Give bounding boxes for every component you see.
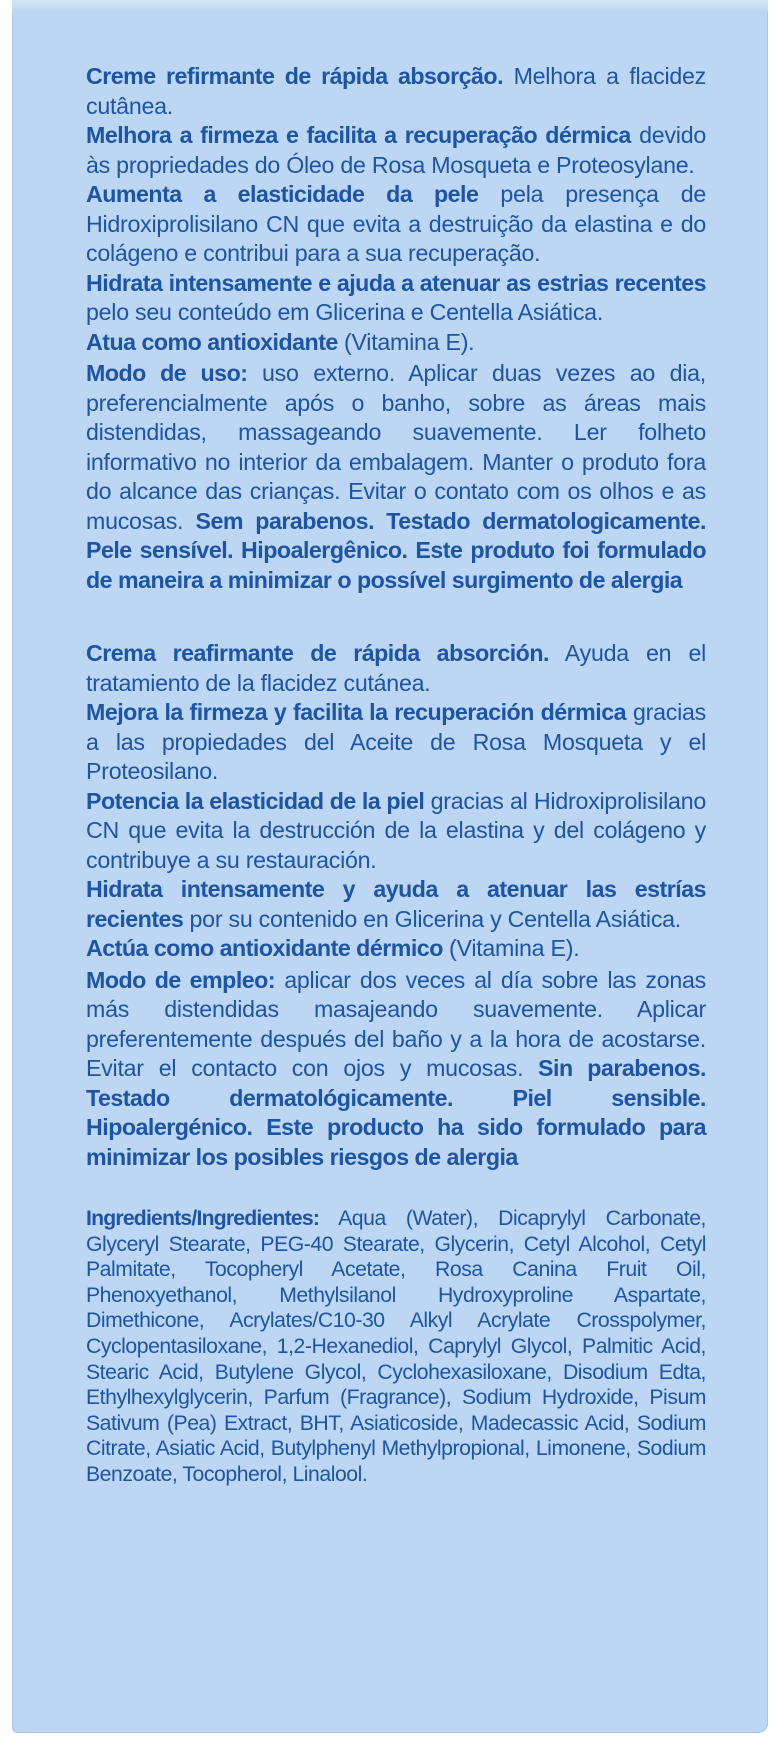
ingredients-label: Ingredients/Ingredientes:	[86, 1207, 320, 1230]
package-top-edge	[12, 0, 768, 12]
es-usage-paragraph	[86, 966, 706, 1173]
es-p3-text: gracias al Hidroxiprolisilano CN que evita la destrucción de la elastina y del colágeno y contribuye a su restauración.	[86, 787, 706, 873]
pt-paragraph-4	[86, 269, 706, 328]
pt-p3-bold: Aumenta a elasticidade da pele	[86, 181, 479, 207]
es-usage-bold: Modo de empleo:	[86, 966, 276, 993]
pt-usage-text: uso externo. Aplicar duas vezes ao dia, preferencialmente após o banho, sobre as áreas mais distendidas, massageando suavemente. Ler folheto informativo no interior da embalagem. Manter o produto fora do alcance das crianças. Evitar o contato com os olhos e as mucosas.	[86, 360, 706, 534]
ingredients-paragraph	[86, 1206, 706, 1488]
ingredients-list: Aqua (Water), Dicaprylyl Carbonate, Glyceryl Stearate, PEG-40 Stearate, Glycerin, Cetyl Alcohol, Cetyl Palmitate, Tocopheryl Acetate, Rosa Canina Fruit Oil, Phenoxyethanol, Methylsilanol Hydroxyproline Aspartate, Dimethicone, Acrylates/C10-30 Alkyl Acrylate Crosspolymer, Cyclopentasiloxane, 1,2-Hexanediol, Caprylyl Glycol, Palmitic Acid, Stearic Acid, Butylene Glycol, Cyclohexasiloxane, Disodium Edta, Ethylhexylglycerin, Parfum (Fragrance), Sodium Hydroxide, Pisum Sativum (Pea) Extract, BHT, Asiaticoside, Madecassic Acid, Sodium Citrate, Asiatic Acid, Butylphenyl Methylpropional, Limonene, Sodium Benzoate, Tocopherol, Linalool.	[86, 1207, 706, 1486]
portuguese-section	[86, 62, 706, 595]
es-p4-text: por su contenido en Glicerina y Centella Asiática.	[183, 905, 682, 932]
es-paragraph-5	[86, 934, 706, 964]
pt-p2-bold: Melhora a firmeza e facilita a recuperação dérmica	[86, 122, 631, 148]
es-p3-bold: Potencia la elasticidad de la piel	[86, 787, 425, 814]
pt-p1-bold: Creme refirmante de rápida absorção.	[86, 63, 504, 89]
ingredients-section	[86, 1206, 706, 1488]
es-usage-text: aplicar dos veces al día sobre las zonas más distendidas masajeando suavemente. Aplicar preferentemente después del baño y a la hora de acostarse. Evitar el contacto con ojos y mucosas.	[86, 966, 707, 1081]
es-p5-bold: Actúa como antioxidante dérmico	[86, 935, 443, 961]
spanish-section	[86, 639, 706, 1172]
pt-p4-bold: Hidrata intensamente e ajuda a atenuar as estrias recentes	[86, 269, 706, 296]
pt-p5-bold: Atua como antioxidante	[86, 328, 338, 355]
es-paragraph-4	[86, 875, 706, 934]
pt-usage-bold: Modo de uso:	[86, 360, 248, 386]
es-p2-bold: Mejora la firmeza y facilita la recuperación dérmica	[86, 699, 627, 725]
pt-claims-bold: Sem parabenos. Testado dermatologicamente. Pele sensível. Hipoalergênico. Este produto foi formulado de maneira a minimizar o possível surgimento de alergia	[86, 507, 706, 593]
es-paragraph-2	[86, 698, 706, 787]
label-text	[86, 62, 706, 1488]
pt-p5-text: (Vitamina E).	[337, 328, 475, 355]
es-p1-bold: Crema reafirmante de rápida absorción.	[86, 640, 549, 666]
pt-paragraph-3	[86, 180, 706, 269]
es-claims-bold: Sin parabenos. Testado dermatológicamente. Piel sensible. Hipoalergénico. Este producto ha sido formulado para minimizar los posibles riesgos de alergia	[86, 1055, 706, 1170]
pt-p4-text: pelo seu conteúdo em Glicerina e Centella Asiática.	[86, 299, 604, 325]
es-p5-text: (Vitamina E).	[442, 935, 580, 961]
es-paragraph-1	[86, 639, 706, 698]
es-p1-text: Ayuda en el tratamiento de la flacidez cutánea.	[86, 640, 706, 696]
pt-paragraph-5	[86, 328, 706, 358]
pt-paragraph-2	[86, 121, 706, 180]
es-p4-bold: Hidrata intensamente y ayuda a atenuar las estrías recientes	[86, 876, 706, 932]
es-paragraph-3	[86, 787, 706, 876]
pt-p2-text: devido às propriedades do Óleo de Rosa Mosqueta e Proteosylane.	[86, 122, 706, 178]
pt-usage-paragraph	[86, 359, 706, 595]
es-p2-text: gracias a las propiedades del Aceite de Rosa Mosqueta y el Proteosilano.	[86, 699, 706, 784]
pt-paragraph-1	[86, 62, 706, 121]
pt-p3-text: pela presença de Hidroxiprolisilano CN que evita a destruição da elastina e do colágeno e contribui para a sua recuperação.	[86, 181, 706, 266]
pt-p1-text: Melhora a flacidez cutânea.	[86, 63, 706, 119]
